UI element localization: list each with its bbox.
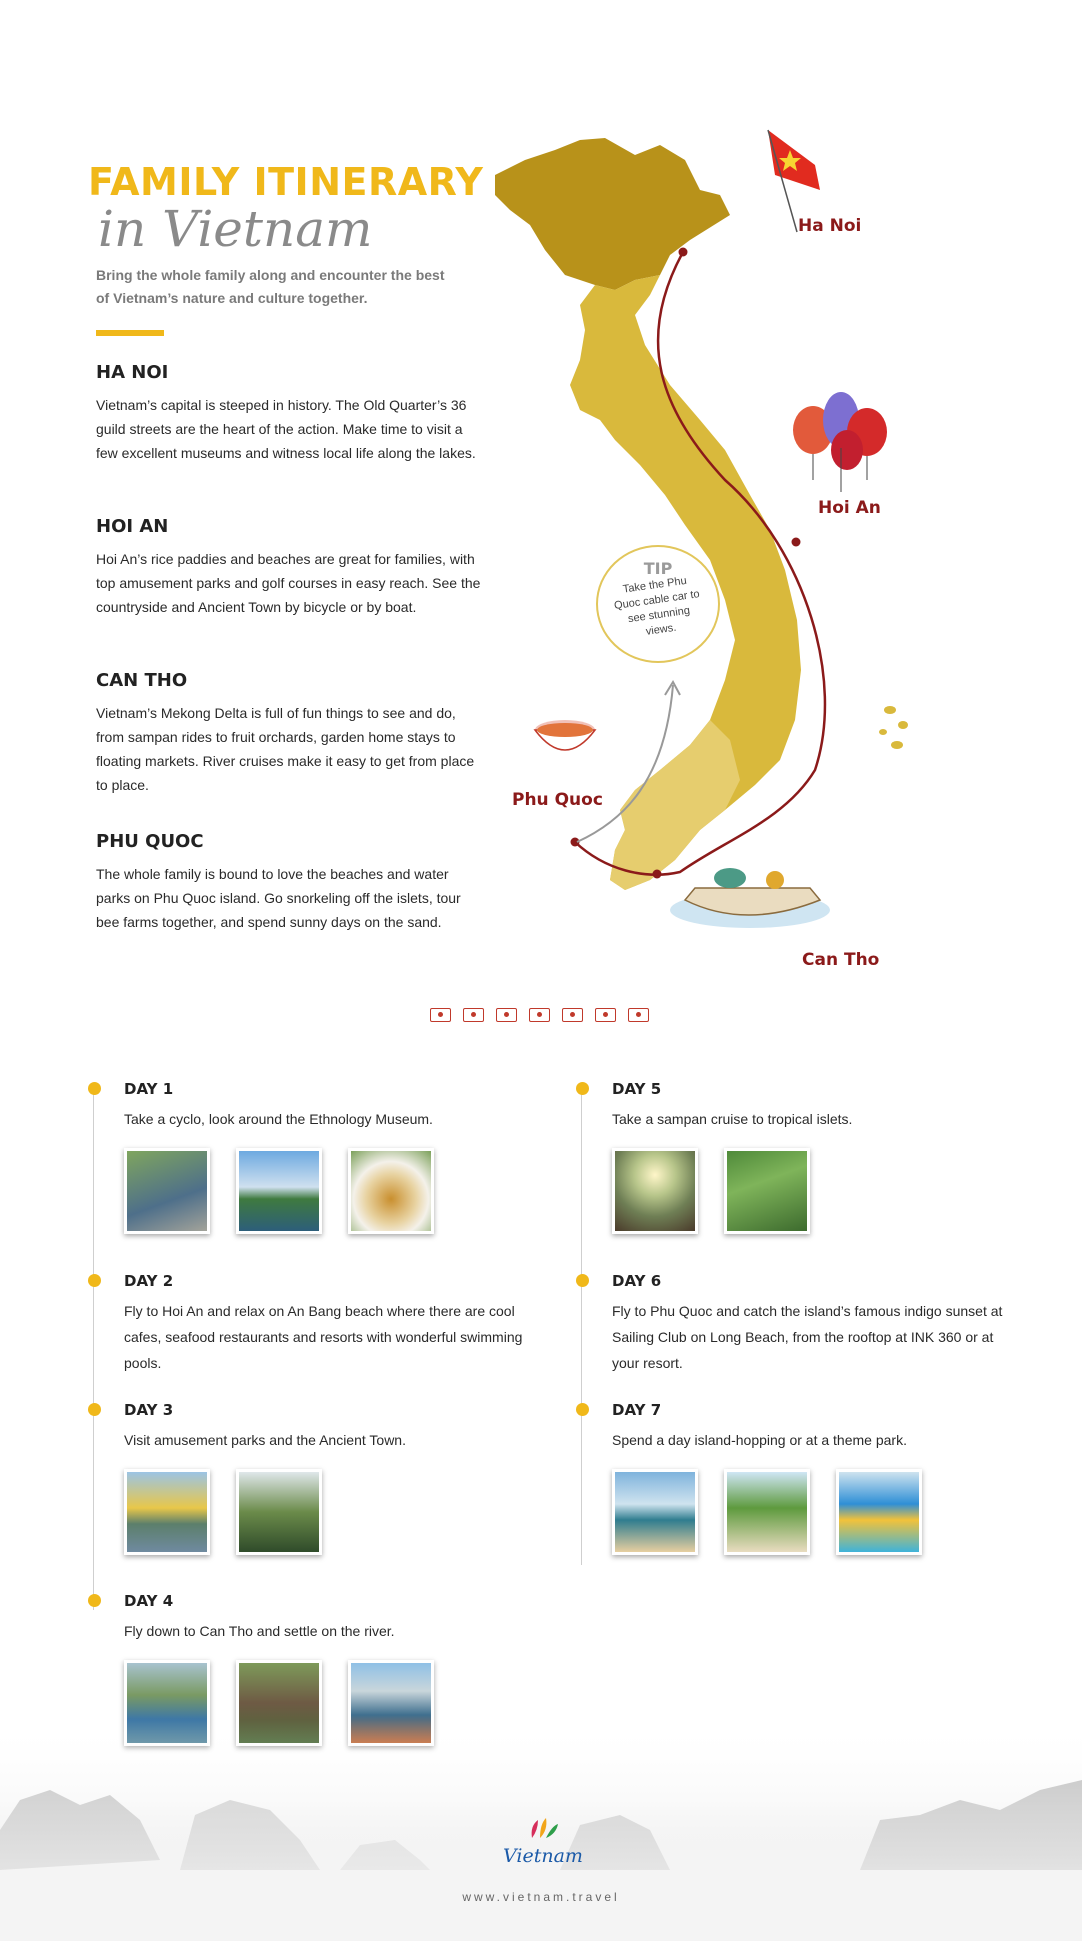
city-heading: CAN THO	[96, 670, 188, 691]
route-point-hoian	[792, 538, 801, 547]
soup-bowl-icon	[535, 720, 595, 750]
route-point-cantho	[653, 870, 662, 879]
website-url[interactable]: www.vietnam.travel	[462, 1890, 620, 1904]
city-section-hanoi	[96, 362, 486, 465]
map-label-cantho: Can Tho	[802, 950, 880, 970]
ancient-town-photo	[124, 1469, 210, 1555]
small-flag-icon	[496, 1008, 517, 1022]
day-label: DAY 6	[612, 1272, 662, 1290]
accent-rule	[96, 330, 164, 336]
intro-text: Bring the whole family along and encounter the best of Vietnam’s nature and culture together.	[96, 267, 445, 306]
timeline-dot	[88, 1594, 101, 1607]
timeline-dot	[576, 1082, 589, 1095]
map-label-hanoi: Ha Noi	[798, 216, 862, 236]
river-palm-photo	[236, 1469, 322, 1555]
beach-photo	[612, 1469, 698, 1555]
page-subtitle: in Vietnam	[98, 200, 373, 258]
tip-title: TIP	[643, 559, 673, 578]
city-description: The whole family is bound to love the beaches and water parks on Phu Quoc island. Go snorkeling off the islets, tour bee farms together, and spend sunny days on the sand.	[96, 866, 461, 930]
map-north-region	[495, 138, 730, 290]
decorative-speckles-south	[879, 706, 908, 749]
day-label: DAY 2	[124, 1272, 174, 1290]
tip-text: Take the Phu Quoc cable car to see stunning views.	[613, 574, 701, 638]
small-flag-icon	[529, 1008, 550, 1022]
map-label-phuquoc: Phu Quoc	[512, 790, 603, 810]
small-flag-icon	[430, 1008, 451, 1022]
small-flag-icon	[562, 1008, 583, 1022]
day-7	[612, 1401, 1012, 1555]
day-text: Take a sampan cruise to tropical islets.	[612, 1111, 853, 1127]
day-label: DAY 5	[612, 1080, 662, 1098]
flag-divider	[430, 1008, 649, 1022]
timeline-dot	[576, 1403, 589, 1416]
city-section-phuquoc	[96, 831, 486, 934]
food-photo	[348, 1148, 434, 1234]
logo-text: Vietnam	[503, 1845, 583, 1867]
day-2	[124, 1272, 544, 1376]
day-1	[124, 1080, 544, 1234]
boat-icon	[670, 868, 830, 928]
street-photo	[124, 1148, 210, 1234]
cycling-islet-photo	[724, 1148, 810, 1234]
timeline-line-right	[581, 1090, 582, 1565]
lantern-icon	[793, 392, 887, 492]
city-description: Vietnam’s Mekong Delta is full of fun things to see and do, from sampan rides to fruit orchards, garden home stays to floating markets. River cruises make it easy to get from place to place.	[96, 705, 475, 793]
city-heading: PHU QUOC	[96, 831, 204, 852]
day-label: DAY 7	[612, 1401, 662, 1419]
day-text: Fly down to Can Tho and settle on the river.	[124, 1623, 395, 1639]
timeline-dot	[88, 1274, 101, 1287]
lotus-logo-icon	[526, 1818, 560, 1840]
timeline-dot	[88, 1403, 101, 1416]
palm-beach-photo	[724, 1469, 810, 1555]
day-5	[612, 1080, 1012, 1234]
small-flag-icon	[463, 1008, 484, 1022]
day-label: DAY 1	[124, 1080, 174, 1098]
vietnam-logo	[503, 1818, 583, 1867]
vietnam-map	[485, 120, 915, 950]
sampan-cruise-photo	[612, 1148, 698, 1234]
page-title: FAMILY ITINERARY	[88, 160, 484, 204]
map-label-hoian: Hoi An	[818, 498, 881, 518]
city-heading: HOI AN	[96, 516, 169, 537]
small-flag-icon	[595, 1008, 616, 1022]
day-label: DAY 3	[124, 1401, 174, 1419]
timeline-line-left	[93, 1090, 94, 1610]
day-6	[612, 1272, 1020, 1376]
city-section-hoian	[96, 516, 486, 619]
city-description: Vietnam’s capital is steeped in history. The Old Quarter’s 36 guild streets are the heart of the action. Make time to visit a few excellent museums and witness local life along the lakes.	[96, 397, 476, 461]
day-text: Take a cyclo, look around the Ethnology Museum.	[124, 1111, 433, 1127]
city-heading: HA NOI	[96, 362, 169, 383]
route-point-hanoi	[679, 248, 688, 257]
day-text: Fly to Phu Quoc and catch the island’s famous indigo sunset at Sailing Club on Long Beach, from the rooftop at INK 360 or at your resort.	[612, 1303, 1003, 1371]
small-flag-icon	[628, 1008, 649, 1022]
day-label: DAY 4	[124, 1592, 174, 1610]
day-text: Spend a day island-hopping or at a theme park.	[612, 1432, 907, 1448]
city-section-cantho	[96, 670, 486, 797]
timeline-dot	[576, 1274, 589, 1287]
day-text: Fly to Hoi An and relax on An Bang beach where there are cool cafes, seafood restaurants and resorts with wonderful swimming pools.	[124, 1303, 523, 1371]
day-text: Visit amusement parks and the Ancient Town.	[124, 1432, 406, 1448]
tip-bubble	[596, 545, 720, 663]
city-description: Hoi An’s rice paddies and beaches are great for families, with top amusement parks and golf courses in easy reach. See the countryside and Ancient Town by bicycle or by boat.	[96, 551, 481, 615]
museum-photo	[236, 1148, 322, 1234]
day-3	[124, 1401, 544, 1555]
water-park-photo	[836, 1469, 922, 1555]
timeline-dot	[88, 1082, 101, 1095]
